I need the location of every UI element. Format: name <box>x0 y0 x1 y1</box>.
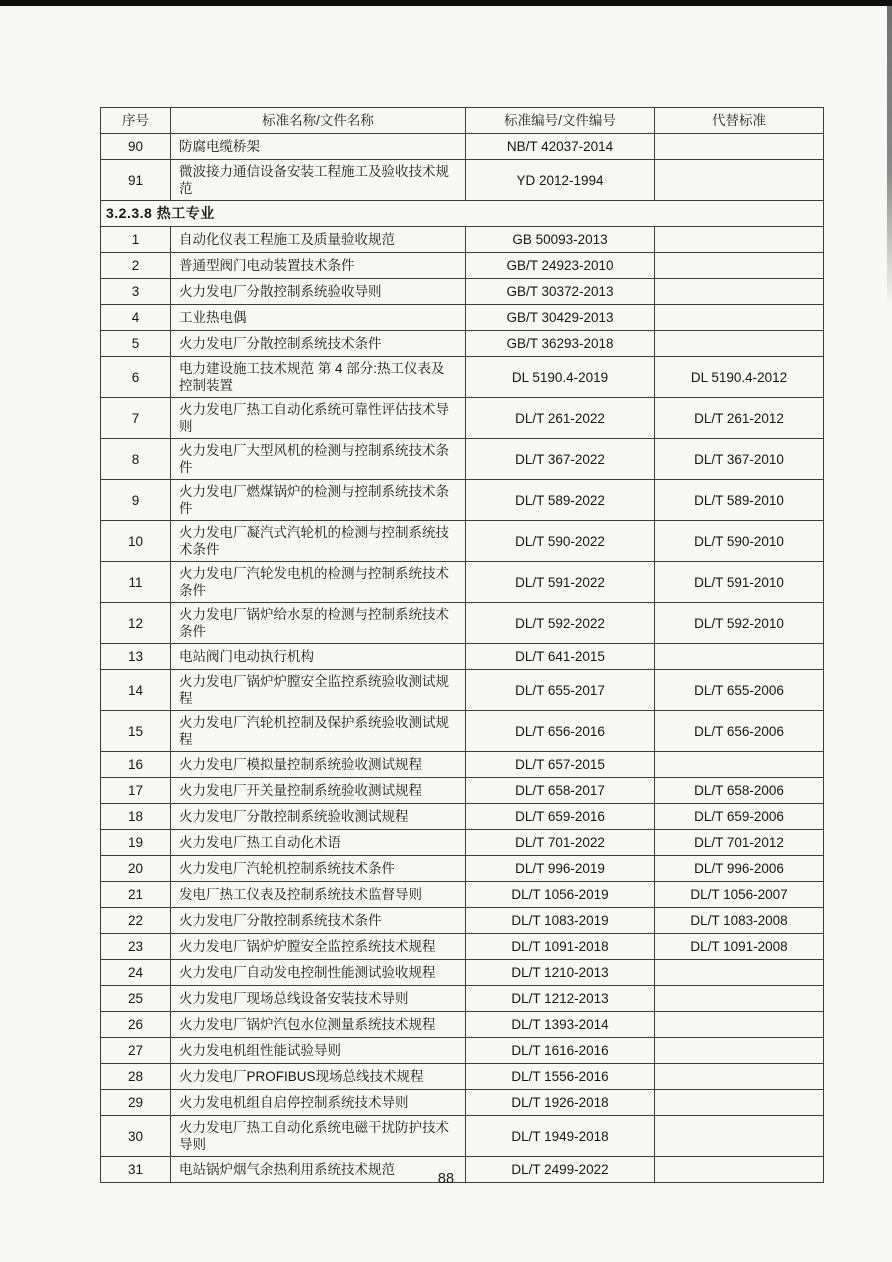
cell-replaced <box>655 644 824 670</box>
cell-replaced <box>655 1012 824 1038</box>
cell-no: 11 <box>101 562 171 603</box>
table-row <box>101 882 824 908</box>
cell-name: 火力发电厂凝汽式汽轮机的检测与控制系统技术条件 <box>171 521 466 562</box>
cell-no: 15 <box>101 711 171 752</box>
cell-code: DL/T 2499-2022 <box>466 1157 655 1183</box>
cell-name: 火力发电厂开关量控制系统验收测试规程 <box>171 778 466 804</box>
table-row <box>101 521 824 562</box>
cell-replaced: DL/T 659-2006 <box>655 804 824 830</box>
table-row <box>101 960 824 986</box>
cell-code: DL/T 1083-2019 <box>466 908 655 934</box>
column-header-code: 标准编号/文件编号 <box>466 108 655 134</box>
cell-name: 火力发电厂分散控制系统技术条件 <box>171 908 466 934</box>
cell-code: DL/T 1616-2016 <box>466 1038 655 1064</box>
cell-code: DL/T 1949-2018 <box>466 1116 655 1157</box>
cell-replaced: DL/T 655-2006 <box>655 670 824 711</box>
cell-code: DL/T 658-2017 <box>466 778 655 804</box>
table-row <box>101 856 824 882</box>
cell-replaced: DL/T 1056-2007 <box>655 882 824 908</box>
column-header-name: 标准名称/文件名称 <box>171 108 466 134</box>
table-row <box>101 562 824 603</box>
cell-no: 14 <box>101 670 171 711</box>
cell-name: 微波接力通信设备安装工程施工及验收技术规范 <box>171 160 466 201</box>
cell-code: GB 50093-2013 <box>466 227 655 253</box>
cell-code: DL/T 590-2022 <box>466 521 655 562</box>
cell-no: 10 <box>101 521 171 562</box>
cell-name: 防腐电缆桥架 <box>171 134 466 160</box>
cell-name: 火力发电厂锅炉炉膛安全监控系统技术规程 <box>171 934 466 960</box>
table-row <box>101 134 824 160</box>
cell-name: 火力发电厂现场总线设备安装技术导则 <box>171 986 466 1012</box>
cell-no: 5 <box>101 331 171 357</box>
cell-replaced: DL/T 658-2006 <box>655 778 824 804</box>
table-row <box>101 253 824 279</box>
cell-name: 火力发电厂分散控制系统验收测试规程 <box>171 804 466 830</box>
cell-code: DL 5190.4-2019 <box>466 357 655 398</box>
cell-name: 火力发电厂自动发电控制性能测试验收规程 <box>171 960 466 986</box>
cell-no: 21 <box>101 882 171 908</box>
cell-code: NB/T 42037-2014 <box>466 134 655 160</box>
table-row <box>101 908 824 934</box>
table-row <box>101 279 824 305</box>
cell-name: 火力发电厂PROFIBUS现场总线技术规程 <box>171 1064 466 1090</box>
cell-replaced: DL/T 589-2010 <box>655 480 824 521</box>
cell-replaced <box>655 752 824 778</box>
table-row <box>101 305 824 331</box>
cell-code: DL/T 1091-2018 <box>466 934 655 960</box>
cell-no: 26 <box>101 1012 171 1038</box>
cell-replaced <box>655 986 824 1012</box>
cell-name: 火力发电机组自启停控制系统技术导则 <box>171 1090 466 1116</box>
cell-name: 火力发电厂锅炉汽包水位测量系统技术规程 <box>171 1012 466 1038</box>
standards-table <box>100 107 824 1183</box>
cell-no: 12 <box>101 603 171 644</box>
cell-name: 电站锅炉烟气余热利用系统技术规范 <box>171 1157 466 1183</box>
cell-replaced: DL/T 701-2012 <box>655 830 824 856</box>
table-row <box>101 1012 824 1038</box>
table-row <box>101 331 824 357</box>
cell-no: 28 <box>101 1064 171 1090</box>
cell-code: GB/T 30372-2013 <box>466 279 655 305</box>
cell-replaced: DL/T 590-2010 <box>655 521 824 562</box>
cell-replaced: DL 5190.4-2012 <box>655 357 824 398</box>
scan-edge-right <box>887 6 892 306</box>
cell-replaced: DL/T 367-2010 <box>655 439 824 480</box>
cell-name: 火力发电厂汽轮发电机的检测与控制系统技术条件 <box>171 562 466 603</box>
cell-replaced <box>655 305 824 331</box>
cell-code: DL/T 1212-2013 <box>466 986 655 1012</box>
cell-code: DL/T 589-2022 <box>466 480 655 521</box>
cell-no: 90 <box>101 134 171 160</box>
cell-name: 电力建设施工技术规范 第 4 部分:热工仪表及控制装置 <box>171 357 466 398</box>
cell-no: 1 <box>101 227 171 253</box>
cell-no: 18 <box>101 804 171 830</box>
section-header-row <box>101 201 824 227</box>
table-row <box>101 1090 824 1116</box>
cell-replaced <box>655 134 824 160</box>
cell-no: 24 <box>101 960 171 986</box>
cell-name: 火力发电机组性能试验导则 <box>171 1038 466 1064</box>
cell-code: GB/T 24923-2010 <box>466 253 655 279</box>
cell-replaced: DL/T 656-2006 <box>655 711 824 752</box>
table-row <box>101 830 824 856</box>
table-row <box>101 934 824 960</box>
cell-no: 20 <box>101 856 171 882</box>
cell-code: YD 2012-1994 <box>466 160 655 201</box>
cell-no: 31 <box>101 1157 171 1183</box>
cell-name: 火力发电厂燃煤锅炉的检测与控制系统技术条件 <box>171 480 466 521</box>
cell-name: 火力发电厂汽轮机控制系统技术条件 <box>171 856 466 882</box>
cell-code: DL/T 1556-2016 <box>466 1064 655 1090</box>
scan-edge-top <box>0 0 892 6</box>
cell-replaced <box>655 960 824 986</box>
cell-replaced: DL/T 261-2012 <box>655 398 824 439</box>
cell-replaced: DL/T 591-2010 <box>655 562 824 603</box>
cell-replaced <box>655 160 824 201</box>
cell-name: 电站阀门电动执行机构 <box>171 644 466 670</box>
cell-replaced: DL/T 996-2006 <box>655 856 824 882</box>
table-row <box>101 357 824 398</box>
cell-replaced <box>655 1038 824 1064</box>
cell-no: 29 <box>101 1090 171 1116</box>
table-body <box>101 134 824 1183</box>
cell-no: 8 <box>101 439 171 480</box>
cell-code: DL/T 1210-2013 <box>466 960 655 986</box>
cell-name: 火力发电厂模拟量控制系统验收测试规程 <box>171 752 466 778</box>
cell-code: DL/T 1393-2014 <box>466 1012 655 1038</box>
table-row <box>101 986 824 1012</box>
table-row <box>101 603 824 644</box>
cell-replaced <box>655 253 824 279</box>
cell-code: GB/T 36293-2018 <box>466 331 655 357</box>
cell-code: DL/T 659-2016 <box>466 804 655 830</box>
cell-replaced <box>655 1064 824 1090</box>
table-row <box>101 439 824 480</box>
cell-no: 2 <box>101 253 171 279</box>
cell-name: 火力发电厂锅炉给水泵的检测与控制系统技术条件 <box>171 603 466 644</box>
cell-code: DL/T 996-2019 <box>466 856 655 882</box>
cell-name: 火力发电厂分散控制系统验收导则 <box>171 279 466 305</box>
cell-replaced: DL/T 592-2010 <box>655 603 824 644</box>
cell-no: 6 <box>101 357 171 398</box>
cell-replaced <box>655 1090 824 1116</box>
cell-no: 9 <box>101 480 171 521</box>
cell-code: DL/T 656-2016 <box>466 711 655 752</box>
cell-code: DL/T 1056-2019 <box>466 882 655 908</box>
cell-replaced: DL/T 1083-2008 <box>655 908 824 934</box>
cell-no: 7 <box>101 398 171 439</box>
cell-code: DL/T 592-2022 <box>466 603 655 644</box>
cell-name: 工业热电偶 <box>171 305 466 331</box>
page-number: 88 <box>437 1171 455 1187</box>
table-row <box>101 778 824 804</box>
cell-no: 27 <box>101 1038 171 1064</box>
cell-code: DL/T 367-2022 <box>466 439 655 480</box>
cell-code: GB/T 30429-2013 <box>466 305 655 331</box>
cell-no: 91 <box>101 160 171 201</box>
cell-no: 22 <box>101 908 171 934</box>
section-title: 3.2.3.8 热工专业 <box>101 201 824 227</box>
cell-replaced <box>655 279 824 305</box>
table-row <box>101 711 824 752</box>
table-header-row <box>101 108 824 134</box>
cell-code: DL/T 261-2022 <box>466 398 655 439</box>
cell-no: 3 <box>101 279 171 305</box>
cell-no: 25 <box>101 986 171 1012</box>
cell-replaced <box>655 331 824 357</box>
table-row <box>101 804 824 830</box>
cell-name: 普通型阀门电动装置技术条件 <box>171 253 466 279</box>
cell-code: DL/T 701-2022 <box>466 830 655 856</box>
cell-name: 火力发电厂汽轮机控制及保护系统验收测试规程 <box>171 711 466 752</box>
table-row <box>101 670 824 711</box>
table-row <box>101 398 824 439</box>
cell-no: 16 <box>101 752 171 778</box>
cell-no: 30 <box>101 1116 171 1157</box>
cell-code: DL/T 591-2022 <box>466 562 655 603</box>
cell-no: 23 <box>101 934 171 960</box>
cell-name: 火力发电厂分散控制系统技术条件 <box>171 331 466 357</box>
cell-code: DL/T 657-2015 <box>466 752 655 778</box>
cell-replaced <box>655 1116 824 1157</box>
table-row <box>101 160 824 201</box>
cell-replaced: DL/T 1091-2008 <box>655 934 824 960</box>
table-row <box>101 1038 824 1064</box>
table-row <box>101 752 824 778</box>
column-header-no: 序号 <box>101 108 171 134</box>
table-row <box>101 227 824 253</box>
cell-name: 自动化仪表工程施工及质量验收规范 <box>171 227 466 253</box>
cell-code: DL/T 641-2015 <box>466 644 655 670</box>
table-row <box>101 644 824 670</box>
cell-name: 火力发电厂热工自动化术语 <box>171 830 466 856</box>
cell-name: 火力发电厂热工自动化系统电磁干扰防护技术导则 <box>171 1116 466 1157</box>
table-row <box>101 1116 824 1157</box>
cell-code: DL/T 1926-2018 <box>466 1090 655 1116</box>
cell-code: DL/T 655-2017 <box>466 670 655 711</box>
cell-no: 19 <box>101 830 171 856</box>
cell-no: 13 <box>101 644 171 670</box>
table-row <box>101 480 824 521</box>
cell-no: 17 <box>101 778 171 804</box>
cell-name: 火力发电厂大型风机的检测与控制系统技术条件 <box>171 439 466 480</box>
cell-name: 火力发电厂热工自动化系统可靠性评估技术导则 <box>171 398 466 439</box>
cell-no: 4 <box>101 305 171 331</box>
cell-name: 火力发电厂锅炉炉膛安全监控系统验收测试规程 <box>171 670 466 711</box>
cell-name: 发电厂热工仪表及控制系统技术监督导则 <box>171 882 466 908</box>
cell-replaced <box>655 227 824 253</box>
table-row <box>101 1064 824 1090</box>
column-header-replaced: 代替标准 <box>655 108 824 134</box>
